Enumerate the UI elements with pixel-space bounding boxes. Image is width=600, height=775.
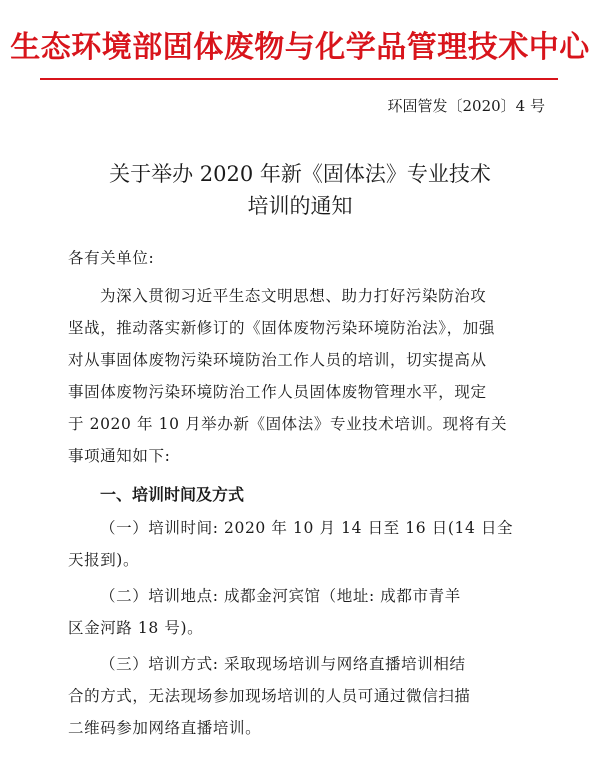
red-header-divider <box>40 78 558 80</box>
item-method-line: 合的方式，无法现场参加现场培训的人员可通过微信扫描 <box>68 687 471 705</box>
issuing-organization-title: 生态环境部固体废物与化学品管理技术中心 <box>10 30 590 65</box>
item-location-line: 区金河路 18 号)。 <box>68 619 204 637</box>
intro-line: 坚战，推动落实新修订的《固体废物污染环境防治法》，加强 <box>68 319 495 337</box>
intro-line: 为深入贯彻习近平生态文明思想、助力打好污染防治攻 <box>100 287 487 305</box>
intro-line: 于 2020 年 10 月举办新《固体法》专业技术培训。现将有关 <box>68 415 508 433</box>
intro-line: 事固体废物污染环境防治工作人员固体废物管理水平，现定 <box>68 383 487 401</box>
item-method-line: 二维码参加网络直播培训。 <box>68 719 262 737</box>
item-time-line: 天报到)。 <box>68 551 140 569</box>
document-title-line-2: 培训的通知 <box>247 194 353 218</box>
section-heading: 一、培训时间及方式 <box>100 485 245 504</box>
item-method-line: （三）培训方式: 采取现场培训与网络直播培训相结 <box>100 655 466 673</box>
intro-line: 对从事固体废物污染环境防治工作人员的培训，切实提高从 <box>68 351 487 369</box>
intro-line: 事项通知如下: <box>68 447 171 465</box>
document-number: 环固管发〔2020〕4 号 <box>387 97 545 115</box>
salutation: 各有关单位: <box>68 249 155 267</box>
item-location-line: （二）培训地点: 成都金河宾馆（地址: 成都市青羊 <box>100 587 461 605</box>
item-time-line: （一）培训时间: 2020 年 10 月 14 日至 16 日(14 日全 <box>100 519 514 537</box>
document-title-line-1: 关于举办 2020 年新《固体法》专业技术 <box>109 162 491 186</box>
